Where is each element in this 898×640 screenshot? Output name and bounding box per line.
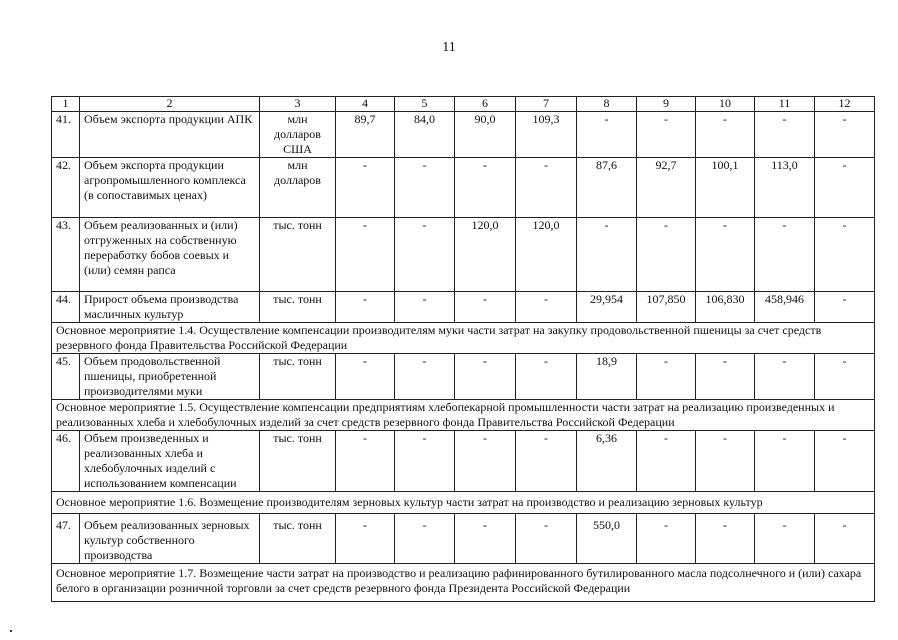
value-cell: - <box>755 218 815 292</box>
unit-cell: тыс. тонн <box>260 354 336 400</box>
value-cell: - <box>455 292 516 323</box>
value-cell: - <box>815 112 875 158</box>
row-number: 43. <box>52 218 80 292</box>
value-cell: - <box>395 218 455 292</box>
column-number: 6 <box>455 97 516 112</box>
value-cell: - <box>755 112 815 158</box>
value-cell: - <box>696 431 755 492</box>
section-row <box>52 564 875 602</box>
column-number: 10 <box>696 97 755 112</box>
indicator-name: Объем продовольственной пшеницы, приобретенной производителями муки <box>80 354 260 400</box>
value-cell: - <box>455 354 516 400</box>
value-cell: - <box>336 218 395 292</box>
row-number: 42. <box>52 158 80 218</box>
value-cell: 106,830 <box>696 292 755 323</box>
value-cell: - <box>815 514 875 564</box>
row-number: 41. <box>52 112 80 158</box>
table-row <box>52 354 875 400</box>
indicator-name: Объем реализованных и (или) отгруженных на собственную переработку бобов соевых и (или) семян рапса <box>80 218 260 292</box>
indicators-table <box>51 96 875 602</box>
value-cell: - <box>516 292 577 323</box>
value-cell: - <box>696 112 755 158</box>
indicator-name: Объем реализованных зерновых культур собственного производства <box>80 514 260 564</box>
value-cell: - <box>755 514 815 564</box>
column-number-row <box>52 97 875 112</box>
value-cell: 120,0 <box>516 218 577 292</box>
row-number: 46. <box>52 431 80 492</box>
value-cell: - <box>815 158 875 218</box>
value-cell: 89,7 <box>336 112 395 158</box>
value-cell: - <box>577 218 637 292</box>
column-number: 1 <box>52 97 80 112</box>
value-cell: 107,850 <box>637 292 696 323</box>
section-heading: Основное мероприятие 1.6. Возмещение производителям зерновых культур части затрат на производство и реализацию зерновых культур <box>52 492 875 514</box>
value-cell: 90,0 <box>455 112 516 158</box>
value-cell: - <box>755 431 815 492</box>
table-row <box>52 218 875 292</box>
value-cell: - <box>696 354 755 400</box>
value-cell: - <box>815 218 875 292</box>
table-row <box>52 514 875 564</box>
value-cell: - <box>336 514 395 564</box>
value-cell: 458,946 <box>755 292 815 323</box>
table-row <box>52 158 875 218</box>
value-cell: - <box>395 292 455 323</box>
value-cell: 113,0 <box>755 158 815 218</box>
value-cell: - <box>455 431 516 492</box>
unit-cell: тыс. тонн <box>260 218 336 292</box>
value-cell: - <box>336 431 395 492</box>
column-number: 11 <box>755 97 815 112</box>
value-cell: - <box>395 354 455 400</box>
value-cell: 92,7 <box>637 158 696 218</box>
value-cell: 87,6 <box>577 158 637 218</box>
page-number: 11 <box>442 40 456 55</box>
value-cell: - <box>395 431 455 492</box>
value-cell: 550,0 <box>577 514 637 564</box>
value-cell: - <box>815 431 875 492</box>
column-number: 3 <box>260 97 336 112</box>
value-cell: 29,954 <box>577 292 637 323</box>
value-cell: - <box>815 292 875 323</box>
value-cell: - <box>395 514 455 564</box>
value-cell: - <box>516 354 577 400</box>
value-cell: - <box>637 354 696 400</box>
row-number: 44. <box>52 292 80 323</box>
value-cell: - <box>516 514 577 564</box>
indicator-name: Объем экспорта продукции АПК <box>80 112 260 158</box>
column-number: 4 <box>336 97 395 112</box>
table-row <box>52 112 875 158</box>
unit-cell: тыс. тонн <box>260 292 336 323</box>
value-cell: 84,0 <box>395 112 455 158</box>
value-cell: - <box>637 112 696 158</box>
column-number: 5 <box>395 97 455 112</box>
unit-cell: млн долларов США <box>260 112 336 158</box>
column-number: 12 <box>815 97 875 112</box>
value-cell: - <box>755 354 815 400</box>
value-cell: - <box>516 158 577 218</box>
section-heading: Основное мероприятие 1.7. Возмещение части затрат на производство и реализацию рафинированного бутилированного масла подсолнечного и (или) сахара белого в организации розничной торговли за счет средств резервного фонда Президента Российской Федерации <box>52 564 875 602</box>
value-cell: - <box>815 354 875 400</box>
row-number: 45. <box>52 354 80 400</box>
table-row <box>52 292 875 323</box>
section-heading: Основное мероприятие 1.4. Осуществление компенсации производителям муки части затрат на закупку продовольственной пшеницы за счет средств резервного фонда Правительства Российской Федерации <box>52 323 875 354</box>
column-number: 8 <box>577 97 637 112</box>
column-number: 7 <box>516 97 577 112</box>
value-cell: - <box>516 431 577 492</box>
column-number: 2 <box>80 97 260 112</box>
unit-cell: млн долларов <box>260 158 336 218</box>
table-row <box>52 431 875 492</box>
value-cell: - <box>577 112 637 158</box>
section-row <box>52 400 875 431</box>
value-cell: - <box>336 158 395 218</box>
column-number: 9 <box>637 97 696 112</box>
value-cell: 6,36 <box>577 431 637 492</box>
indicator-name: Объем произведенных и реализованных хлеба и хлебобулочных изделий с использованием компенсации <box>80 431 260 492</box>
indicator-name: Объем экспорта продукции агропромышленного комплекса (в сопоставимых ценах) <box>80 158 260 218</box>
value-cell: - <box>696 514 755 564</box>
value-cell: 120,0 <box>455 218 516 292</box>
value-cell: - <box>395 158 455 218</box>
value-cell: - <box>637 514 696 564</box>
value-cell: - <box>637 218 696 292</box>
value-cell: - <box>455 158 516 218</box>
row-number: 47. <box>52 514 80 564</box>
section-row <box>52 323 875 354</box>
value-cell: 100,1 <box>696 158 755 218</box>
unit-cell: тыс. тонн <box>260 431 336 492</box>
value-cell: - <box>455 514 516 564</box>
value-cell: - <box>696 218 755 292</box>
value-cell: - <box>336 354 395 400</box>
section-row <box>52 492 875 514</box>
value-cell: - <box>637 431 696 492</box>
section-heading: Основное мероприятие 1.5. Осуществление компенсации предприятиям хлебопекарной промышленности части затрат на реализацию произведенных и реализованных хлеба и хлебобулочных изделий за счет средств резервного фонда Правительства Российской Федерации <box>52 400 875 431</box>
value-cell: 109,3 <box>516 112 577 158</box>
indicator-name: Прирост объема производства масличных культур <box>80 292 260 323</box>
scan-mark <box>10 630 12 632</box>
value-cell: - <box>336 292 395 323</box>
unit-cell: тыс. тонн <box>260 514 336 564</box>
value-cell: 18,9 <box>577 354 637 400</box>
